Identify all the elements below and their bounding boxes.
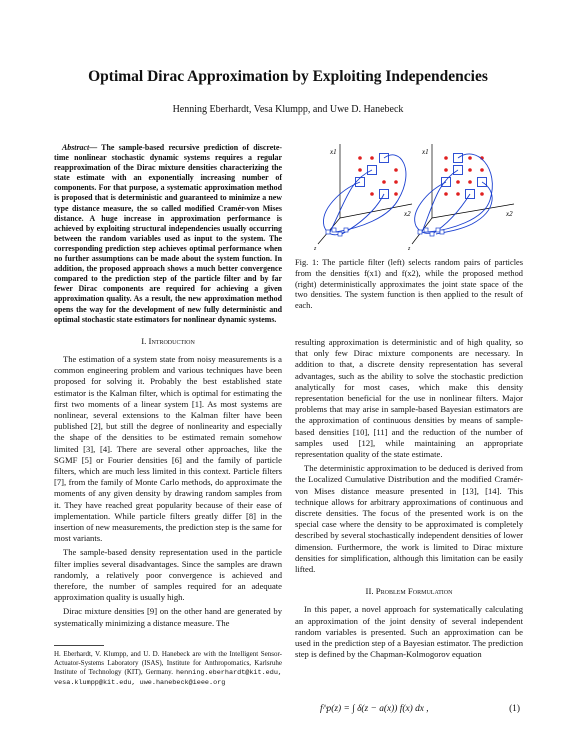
footnote-rule — [54, 645, 104, 646]
particle — [444, 168, 448, 172]
particle — [480, 192, 484, 196]
particle — [358, 168, 362, 172]
particle — [444, 192, 448, 196]
abstract — [54, 143, 282, 325]
label-z-right: z — [408, 246, 411, 252]
equation-text: f^p(z) = ∫ δ(z − a(x)) f(x) dx , — [320, 704, 429, 714]
intro-paragraph-3: Dirac mixture densities [9] on the other hand are generated by systematically minimizing a distance measure. The — [54, 606, 282, 628]
problem-paragraph-1: In this paper, a novel approach for systematically calculating an approximation of the joint density of several independent random variables is presented. Such an approximation can be used in the prediction step of a Bayesian estimator. The prediction step is defined by the Chapman-Kolmogorov equation — [295, 604, 523, 660]
left-column — [54, 143, 282, 632]
right-column — [295, 337, 523, 663]
particle — [468, 156, 472, 160]
paper-authors: Henning Eberhardt, Vesa Klumpp, and Uwe D. Hanebeck — [172, 104, 404, 115]
section-1-heading: I. Introduction — [141, 335, 195, 346]
section-2-heading: II. Problem Formulation — [365, 586, 453, 597]
figure-caption — [295, 258, 523, 312]
footnote — [54, 650, 282, 688]
figure-right-panel — [407, 144, 514, 252]
selected-particles-left — [356, 154, 389, 199]
particle — [394, 180, 398, 184]
intro-paragraph-2: The sample-based density representation used in the particle filter implies several disadvantages. Since the samples are drawn randomly, a relatively poor convergence is achieved and therefore, the number of samples required for an adequate approximation quality is usually high. — [54, 547, 282, 603]
caption-text: The particle filter (left) selects random pairs of particles from the densities f(x1) and f(x2), while the proposed method (right) deterministically approximates the joint state space of the two densities. The system function is then applied to the result of each. — [295, 258, 523, 311]
particle — [382, 180, 386, 184]
abstract-text: — The sample-based recursive prediction of discrete-time nonlinear stochastic dynamic systems requires a regular reapproximation of the Dirac mixture densities characterizing the state estimate with an exponentially increasing number of components. For that purpose, a systematic approximation method is proposed that is deterministic and guaranteed to minimize a new type distance measure, the so called modified Cramér-von Mises distance. A huge increase in approximation performance is achieved by exploiting structural independencies usually occurring between the random variables used as input to the system. The corresponding prediction step achieves optimal performance when no further assumptions can be made about the system function. In addition, the proposed approach shows a much better convergence compared to the prediction step of the particle filter and by far fewer Dirac components are required for achieving a given approximation quality. As a result, the new approximation method opens the way for the development of new fully deterministic and optimal stochastic state estimators for nonlinear dynamic systems. — [54, 143, 282, 324]
particle — [358, 156, 362, 160]
equation-1 — [320, 704, 520, 714]
axis-x2-right — [432, 204, 514, 218]
footnote-emails[interactable]: henning.eberhardt@kit.edu, vesa.klumpp@kit.edu, uwe.hanebeck@ieee.org — [54, 669, 282, 687]
intro-paragraph-1: The estimation of a system state from noisy measurements is a common engineering problem and various techniques have been proposed for solving it. Probably the best established state estimator is the Kalman filter, which is optimal for estimating the first two moments of a linear system [1]. As most systems are nonlinear, several extensions to the Kalman filter have been published [2], but still the degree of nonlinearity and especially the shape of the densities to be estimated remain somehow limited [3], [4]. There are several other approaches, like the SGMF [5] or Fourier densities [6] and the family of particle filters, which are much less limited in this context. Particle filters [7], from the family of Monte Carlo methods, do approximate the moments of any given density by drawing random samples from it. They have reached great popularity because of their ease of implementation. While particle filters greatly differ [8] in the insertion of new measurements, the prediction step is the same for most variants. — [54, 353, 282, 544]
particle — [370, 156, 374, 160]
particle — [394, 168, 398, 172]
particles-left — [358, 156, 398, 196]
selected-particles-right — [442, 154, 487, 199]
particle — [456, 180, 460, 184]
paper-title: Optimal Dirac Approximation by Exploiting Independencies — [88, 68, 488, 85]
particle — [444, 156, 448, 160]
label-z-left: z — [314, 246, 317, 252]
caption-label: Fig. 1: — [295, 258, 319, 267]
particle — [480, 168, 484, 172]
particle — [370, 192, 374, 196]
particle — [456, 192, 460, 196]
particle — [468, 180, 472, 184]
figure-left-panel — [313, 144, 412, 252]
label-x2-right: x2 — [506, 210, 513, 218]
intro-continuation: resulting approximation is deterministic and of high quality, so that only few Dirac mixture components are necessary. In addition to that, a discrete density representation has several advantages, such as the ability to solve the stochastic prediction analytically for most cases, which make this density representation beneficial for the use in nonlinear filters. Major problems that may arise in sample-based Bayesian estimators are the approximation of continuous densities by means of sample-based densities [10], [11] and the reduction of the number of samples used [12], while maintaining an appropriate representation quality of the state estimate. — [295, 337, 523, 460]
intro-paragraph-4: The deterministic approximation to be deduced is derived from the Localized Cumulative Distribution and the modified Cramér-von Mises distance measure presented in [13], [14]. This technique allows for arbitrary approximations of continuous and discrete densities. The focus of the presented work is on the special case where the density to be approximated is completely described by several stochastically independent densities of lower dimension. Furthermore, the work is limited to Dirac mixture densities for simplification, although this limitation can be easily lifted. — [295, 463, 523, 575]
projections-right — [418, 228, 444, 236]
footnote-affiliation: H. Eberhardt, V. Klumpp, and U. D. Hanebeck are with the Intelligent Sensor-Actuator-Systems Laboratory (ISAS), Institute for Anthropomatics, Karlsruhe Institute of Technology (KIT), Germany. — [54, 650, 282, 676]
label-x1-right: x1 — [422, 148, 429, 156]
abstract-label: Abstract — [62, 143, 90, 152]
particle — [394, 192, 398, 196]
equation-number: (1) — [509, 704, 520, 714]
figure-1 — [300, 140, 522, 254]
particle — [468, 168, 472, 172]
label-x2-left: x2 — [404, 210, 411, 218]
label-x1-left: x1 — [330, 148, 337, 156]
